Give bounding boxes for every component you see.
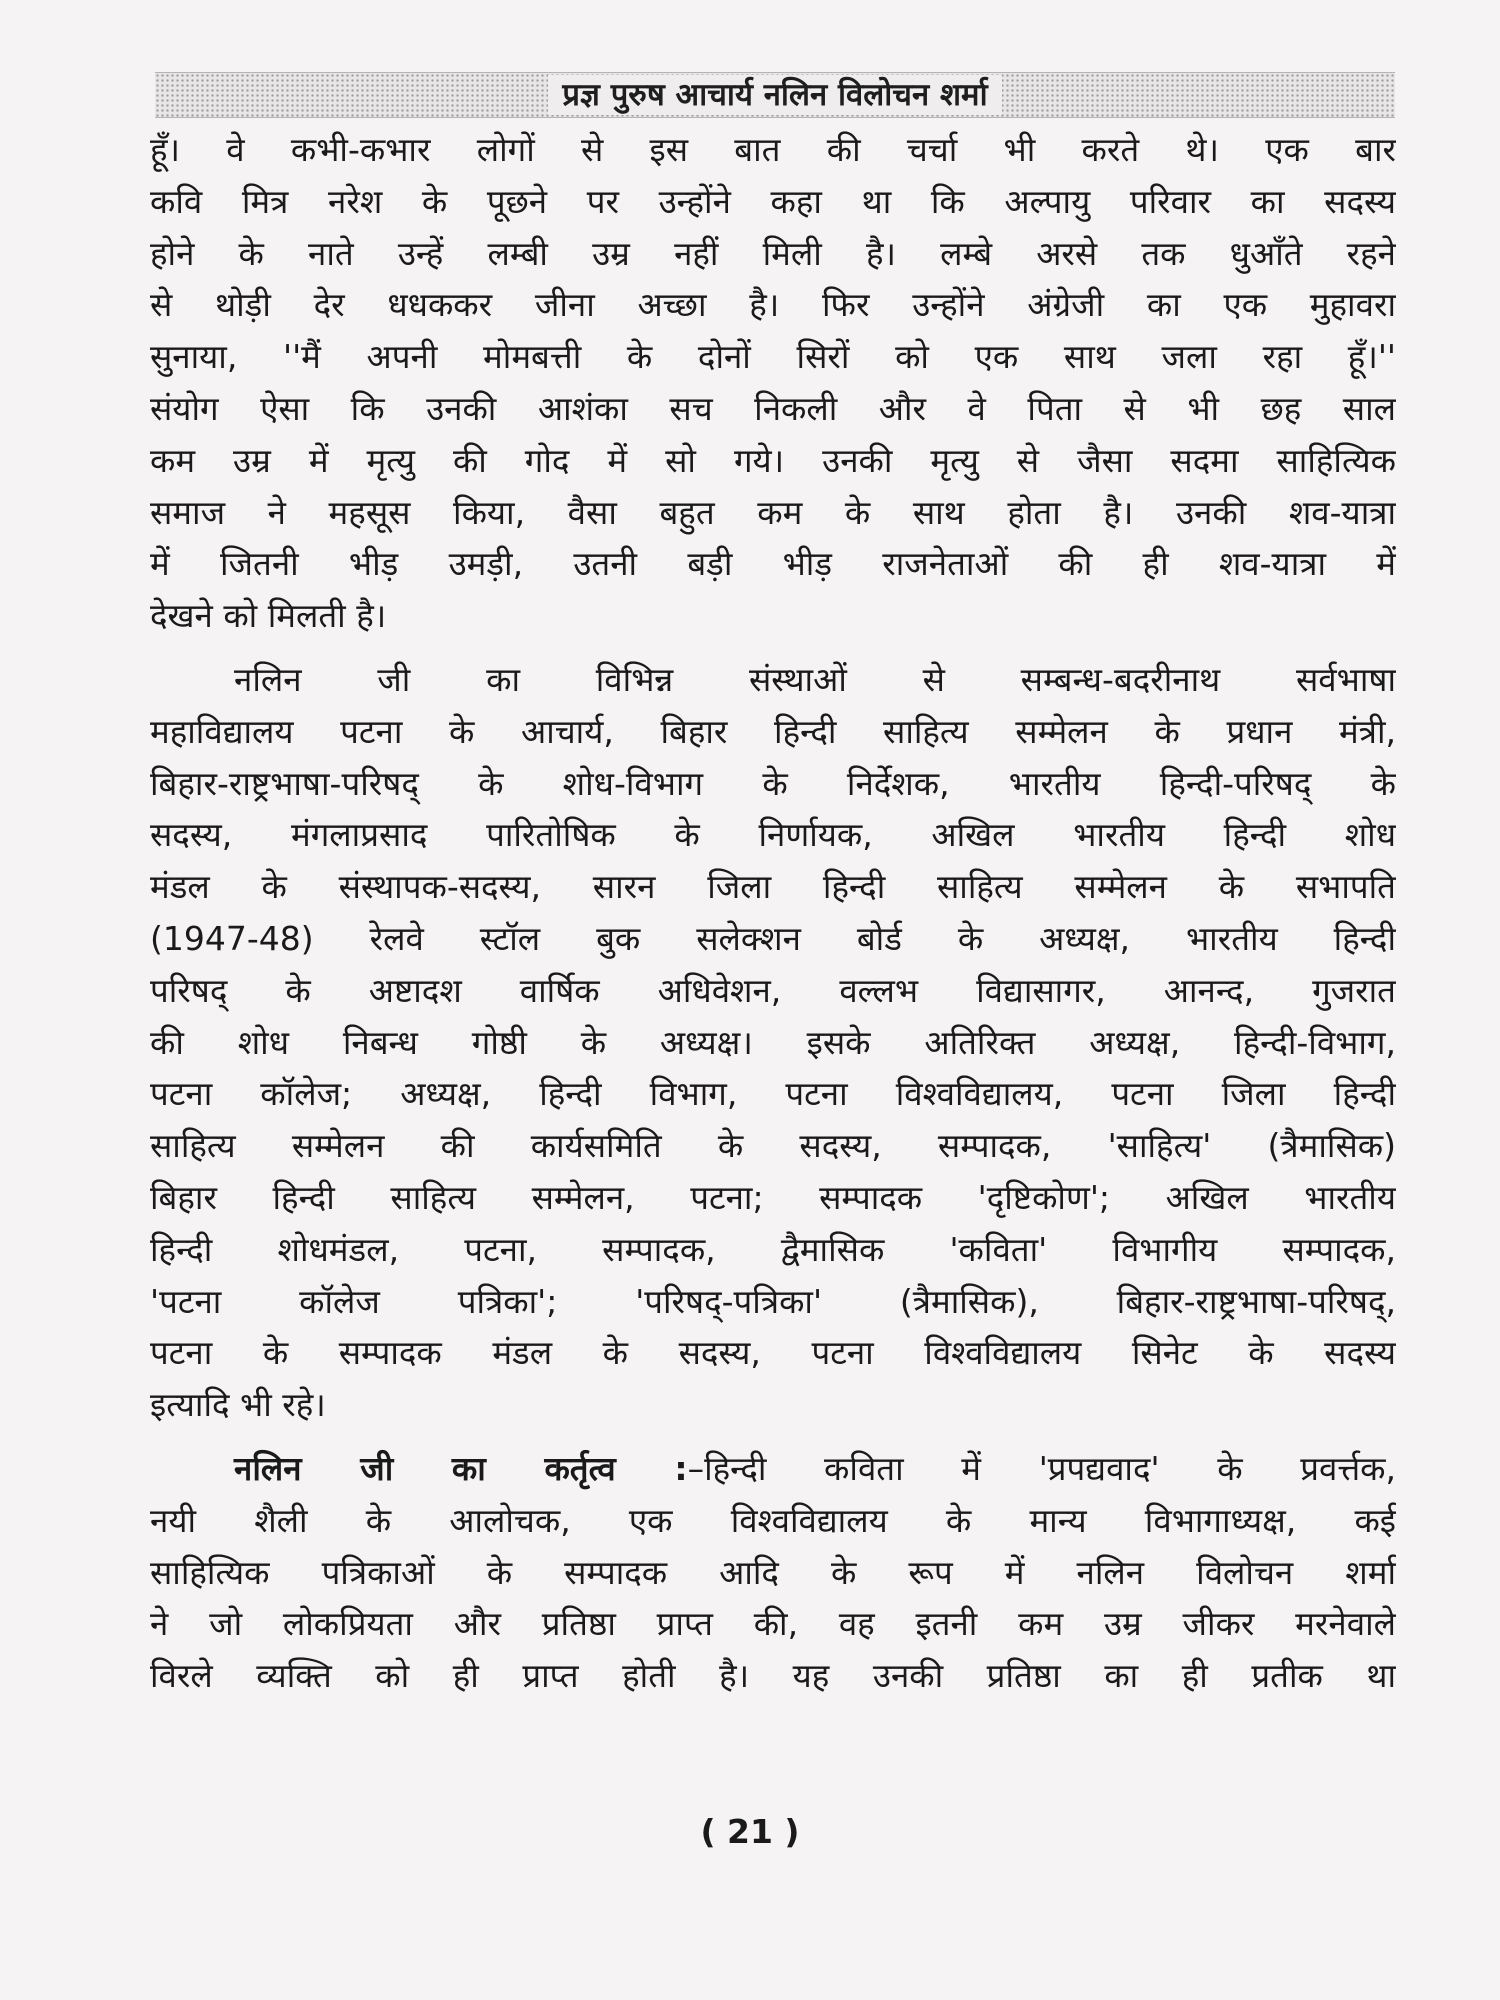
text-line: होने के नाते उन्हें लम्बी उम्र नहीं मिली है। लम्बे अरसे तक धुआँते रहने	[150, 233, 1396, 273]
text-span: –हिन्दी कविता में 'प्रपद्यवाद' के प्रवर्त्तक,	[687, 1448, 1396, 1488]
text-line: हिन्दी शोधमंडल, पटना, सम्पादक, द्वैमासिक 'कविता' विभागीय सम्पादक,	[150, 1229, 1396, 1269]
section-heading: नलिन जी का कर्तृत्व :	[234, 1448, 688, 1488]
text-line: नलिन जी का विभिन्न संस्थाओं से सम्बन्ध-बदरीनाथ सर्वभाषा	[234, 659, 1396, 699]
text-line: सदस्य, मंगलाप्रसाद पारितोषिक के निर्णायक, अखिल भारतीय हिन्दी शोध	[150, 815, 1396, 855]
text-line: मंडल के संस्थापक-सदस्य, सारन जिला हिन्दी साहित्य सम्मेलन के सभापति	[150, 867, 1396, 907]
running-header-title: प्रज्ञ पुरुष आचार्य नलिन विलोचन शर्मा	[548, 75, 1001, 115]
text-line: (1947-48) रेलवे स्टॉल बुक सलेक्शन बोर्ड के अध्यक्ष, भारतीय हिन्दी	[150, 918, 1396, 958]
text-line: परिषद् के अष्टादश वार्षिक अधिवेशन, वल्लभ विद्यासागर, आनन्द, गुजरात	[150, 970, 1396, 1010]
text-line: हूँ। वे कभी-कभार लोगों से इस बात की चर्चा भी करते थे। एक बार	[150, 130, 1396, 169]
text-line: इत्यादि भी रहे।	[150, 1385, 326, 1425]
text-line: साहित्य सम्मेलन की कार्यसमिति के सदस्य, सम्पादक, 'साहित्य' (त्रैमासिक)	[150, 1126, 1396, 1166]
text-line: सुनाया, ''मैं अपनी मोमबत्ती के दोनों सिरों को एक साथ जला रहा हूँ।''	[150, 337, 1396, 377]
text-line: नयी शैली के आलोचक, एक विश्वविद्यालय के मान्य विभागाध्यक्ष, कई	[150, 1500, 1396, 1540]
text-line: पटना कॉलेज; अध्यक्ष, हिन्दी विभाग, पटना विश्वविद्यालय, पटना जिला हिन्दी	[150, 1074, 1396, 1114]
text-line: 'पटना कॉलेज पत्रिका'; 'परिषद्-पत्रिका' (त्रैमासिक), बिहार-राष्ट्रभाषा-परिषद्,	[150, 1281, 1396, 1321]
body-text	[150, 124, 1396, 1702]
text-line: बिहार-राष्ट्रभाषा-परिषद् के शोध-विभाग के निर्देशक, भारतीय हिन्दी-परिषद् के	[150, 763, 1396, 803]
text-line: कम उम्र में मृत्यु की गोद में सो गये। उनकी मृत्यु से जैसा सदमा साहित्यिक	[150, 440, 1396, 480]
text-line: में जितनी भीड़ उमड़ी, उतनी बड़ी भीड़ राजनेताओं की ही शव-यात्रा में	[150, 544, 1396, 584]
paragraph-2	[150, 654, 1396, 1431]
running-header	[155, 72, 1395, 118]
paragraph-3	[150, 1443, 1396, 1702]
text-line: साहित्यिक पत्रिकाओं के सम्पादक आदि के रूप में नलिन विलोचन शर्मा	[150, 1552, 1396, 1592]
text-line: विरले व्यक्ति को ही प्राप्त होती है। यह उनकी प्रतिष्ठा का ही प्रतीक था	[150, 1656, 1396, 1696]
text-line: कवि मित्र नरेश के पूछने पर उन्होंने कहा था कि अल्पायु परिवार का सदस्य	[150, 181, 1396, 221]
page-number: ( 21 )	[700, 1812, 800, 1851]
paragraph-1	[150, 124, 1396, 642]
text-line: संयोग ऐसा कि उनकी आशंका सच निकली और वे पिता से भी छह साल	[150, 388, 1396, 428]
text-line: पटना के सम्पादक मंडल के सदस्य, पटना विश्वविद्यालय सिनेट के सदस्य	[150, 1333, 1396, 1373]
text-line: समाज ने महसूस किया, वैसा बहुत कम के साथ होता है। उनकी शव-यात्रा	[150, 492, 1396, 532]
text-line: ने जो लोकप्रियता और प्रतिष्ठा प्राप्त की, वह इतनी कम उम्र जीकर मरनेवाले	[150, 1604, 1396, 1644]
text-line: बिहार हिन्दी साहित्य सम्मेलन, पटना; सम्पादक 'दृष्टिकोण'; अखिल भारतीय	[150, 1177, 1396, 1217]
text-line	[150, 1443, 1396, 1495]
text-line: महाविद्यालय पटना के आचार्य, बिहार हिन्दी साहित्य सम्मेलन के प्रधान मंत्री,	[150, 711, 1396, 751]
text-line: की शोध निबन्ध गोष्ठी के अध्यक्ष। इसके अतिरिक्त अध्यक्ष, हिन्दी-विभाग,	[150, 1022, 1396, 1062]
text-line: से थोड़ी देर धधककर जीना अच्छा है। फिर उन्होंने अंग्रेजी का एक मुहावरा	[150, 285, 1396, 325]
text-line: देखने को मिलती है।	[150, 596, 387, 636]
